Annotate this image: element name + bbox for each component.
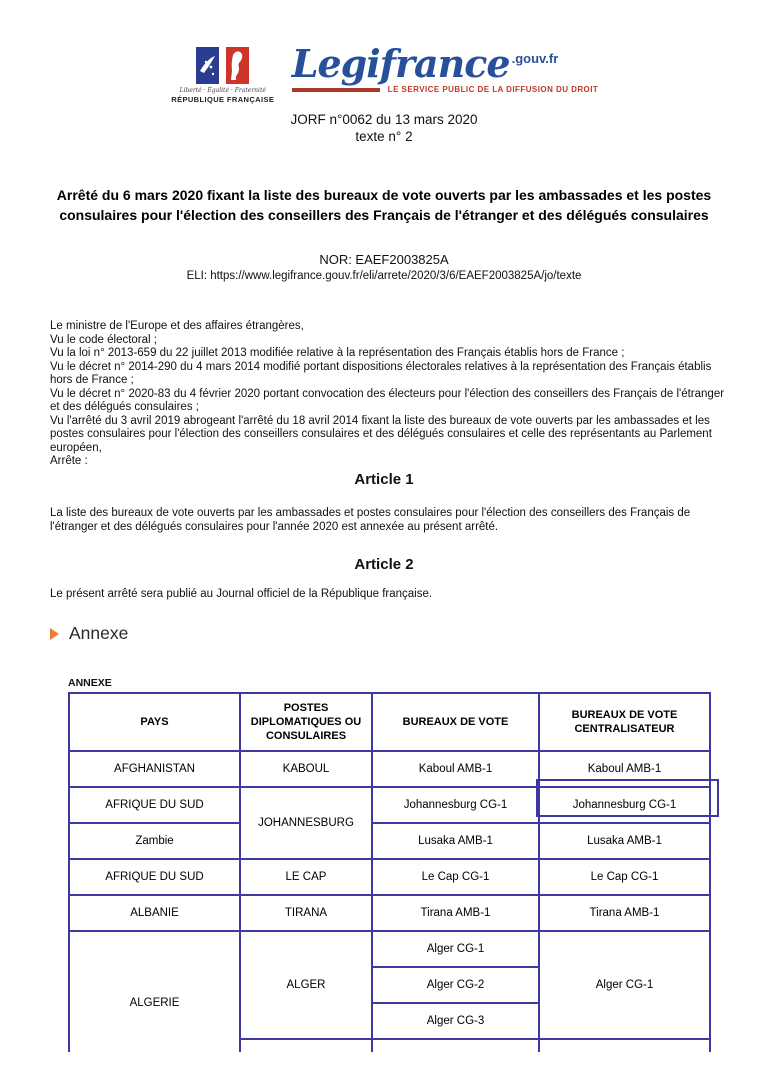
nor-reference: NOR: EAEF2003825A — [319, 252, 449, 267]
preamble-line: Arrête : — [50, 455, 88, 467]
cell-bureau: Lusaka AMB-1 — [372, 823, 539, 859]
vote-bureaus-table — [68, 692, 711, 1052]
cell-pays: ALGERIE — [69, 931, 240, 1052]
red-underline-bar — [292, 88, 380, 92]
cell-pays: ALBANIE — [69, 895, 240, 931]
cell-bureau: Le Cap CG-1 — [372, 859, 539, 895]
cell-bureau: Alger CG-1 — [372, 931, 539, 967]
jorf-reference — [0, 111, 768, 145]
cell-bureau: Alger CG-3 — [372, 1003, 539, 1039]
cell-bureau: Kaboul AMB-1 — [372, 751, 539, 787]
legifrance-logo[interactable] — [0, 41, 768, 104]
emblem-blue-panel-icon — [196, 47, 219, 84]
preamble-line: Vu le code électoral ; — [50, 333, 157, 346]
table-header-row — [69, 693, 710, 751]
annexe-section-toggle[interactable] — [50, 623, 128, 644]
cell-poste: ALGER — [240, 931, 372, 1039]
table-row — [69, 787, 710, 823]
preamble-line: Vu l'arrêté du 3 avril 2019 abrogeant l'arrêté du 18 avril 2014 fixant la liste des bureaux de vote ouverts par les ambassades et les postes consulaires pour l'élection des conseillers consulaires et des délégués consulaires et celle des représentants au Parlement européen, — [50, 414, 712, 454]
column-header-postes: POSTES DIPLOMATIQUES OU CONSULAIRES — [240, 693, 372, 751]
cell-centralisateur: Le Cap CG-1 — [539, 859, 710, 895]
brand-domain-suffix: .gouv.fr — [511, 51, 559, 66]
table-row — [69, 931, 710, 967]
cell-pays: AFGHANISTAN — [69, 751, 240, 787]
preamble-line: Le ministre de l'Europe et des affaires étrangères, — [50, 320, 304, 332]
preamble — [50, 320, 726, 469]
marianne-icon — [196, 47, 249, 84]
chevron-right-icon — [50, 628, 59, 640]
column-header-bureaux: BUREAUX DE VOTE — [372, 693, 539, 751]
republique-francaise-emblem — [170, 44, 276, 104]
jorf-texte-line: texte n° 2 — [355, 129, 413, 144]
cell-pays: AFRIQUE DU SUD — [69, 787, 240, 823]
cell-poste: JOHANNESBURG — [240, 787, 372, 859]
cell-poste: LE CAP — [240, 859, 372, 895]
article-2-heading: Article 2 — [354, 556, 414, 573]
preamble-line: Vu le décret n° 2020-83 du 4 février 2020 portant convocation des électeurs pour l'élection des conseillers des Français de l'étranger et des délégués consulaires ; — [50, 387, 725, 413]
article-1-body: La liste des bureaux de vote ouverts par les ambassades et postes consulaires pour l'élection des conseillers des Français de l'étranger et des délégués consulaires pour l'année 2020 est annexée au présent arrêté. — [50, 507, 691, 533]
legifrance-wordmark — [291, 41, 599, 94]
table-row — [69, 751, 710, 787]
cell-pays: Zambie — [69, 823, 240, 859]
emblem-red-panel-icon — [226, 47, 249, 84]
annexe-table-label: ANNEXE — [68, 677, 112, 689]
cell-bureau: Tirana AMB-1 — [372, 895, 539, 931]
table-row — [69, 895, 710, 931]
article-1-heading: Article 1 — [354, 471, 414, 488]
table-row — [69, 823, 710, 859]
emblem-motto: Liberté · Égalité · Fraternité — [179, 87, 266, 94]
table-row — [69, 859, 710, 895]
cell-centralisateur-highlighted: Johannesburg CG-1 — [539, 787, 710, 823]
cell-poste — [240, 1039, 372, 1052]
cell-bureau: Johannesburg CG-1 — [372, 787, 539, 823]
cell-centralisateur — [539, 1039, 710, 1052]
annexe-section-title: Annexe — [69, 623, 129, 643]
brand-name: Legifrance — [291, 41, 510, 86]
column-header-centralisateur: BUREAUX DE VOTE CENTRALISATEUR — [539, 693, 710, 751]
emblem-republic-label: RÉPUBLIQUE FRANÇAISE — [171, 95, 275, 104]
cell-bureau — [372, 1039, 539, 1052]
annexe-table-container — [68, 692, 711, 1052]
cell-poste: TIRANA — [240, 895, 372, 931]
cell-centralisateur: Tirana AMB-1 — [539, 895, 710, 931]
cell-centralisateur: Kaboul AMB-1 — [539, 751, 710, 787]
eli-reference: ELI: https://www.legifrance.gouv.fr/eli/arrete/2020/3/6/EAEF2003825A/jo/texte — [186, 270, 582, 282]
preamble-line: Vu le décret n° 2014-290 du 4 mars 2014 modifié portant dispositions électorales relatives à la représentation des Français établis hors de France ; — [50, 360, 712, 386]
brand-tagline: LE SERVICE PUBLIC DE LA DIFFUSION DU DROIT — [387, 85, 599, 94]
article-2-body: Le présent arrêté sera publié au Journal officiel de la République française. — [50, 588, 433, 600]
column-header-pays: PAYS — [69, 693, 240, 751]
cell-centralisateur: Alger CG-1 — [539, 931, 710, 1039]
cell-poste: KABOUL — [240, 751, 372, 787]
document-title: Arrêté du 6 mars 2020 fixant la liste des bureaux de vote ouverts par les ambassades et les postes consulaires pour l'élection des conseillers des Français de l'étranger et des délégués consulaires — [56, 187, 712, 223]
cell-bureau: Alger CG-2 — [372, 967, 539, 1003]
jorf-issue-line: JORF n°0062 du 13 mars 2020 — [290, 112, 478, 127]
cell-centralisateur: Lusaka AMB-1 — [539, 823, 710, 859]
cell-pays: AFRIQUE DU SUD — [69, 859, 240, 895]
preamble-line: Vu la loi n° 2013-659 du 22 juillet 2013 modifiée relative à la représentation des Français établis hors de France ; — [50, 347, 625, 359]
